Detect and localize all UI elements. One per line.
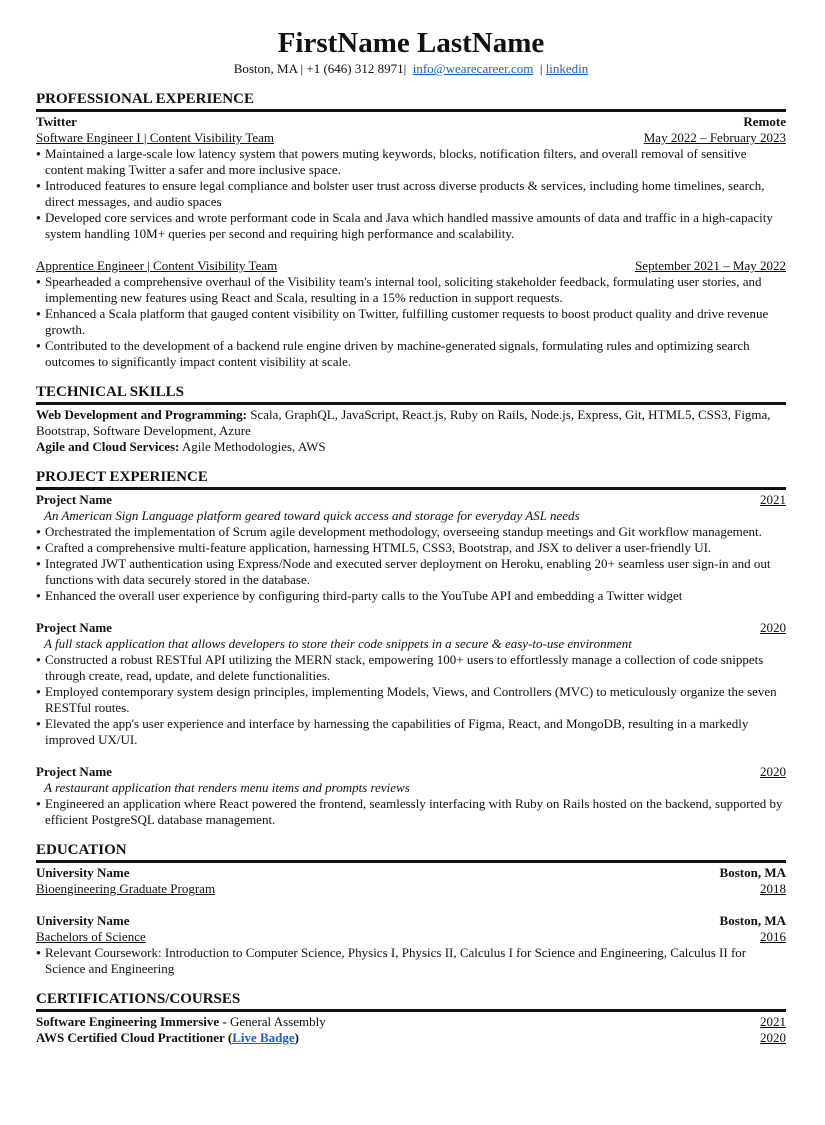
project-name-row: [36, 764, 786, 780]
bullet-item: ● Employed contemporary system design principles, implementing Models, Views, and Controllers (MVC) to meticulously organize the seven RESTful routes.: [36, 684, 786, 716]
certification-row: [36, 1030, 786, 1046]
project-description: A full stack application that allows developers to store their code snippets in a secure & easy-to-use environment: [44, 636, 632, 651]
experience-entry: [36, 114, 786, 242]
project-entry: [36, 620, 786, 748]
project-name-row: [36, 620, 786, 636]
certification-year: 2020: [760, 1030, 786, 1045]
certification-close: ): [294, 1030, 300, 1045]
degree-program: Bachelors of Science: [36, 929, 146, 944]
certification-info: [36, 1014, 326, 1030]
project-year: 2021: [760, 492, 786, 507]
live-badge-link[interactable]: Live Badge: [232, 1030, 295, 1045]
projects-section: [36, 469, 786, 828]
school-location: Boston, MA: [719, 913, 786, 928]
project-description: An American Sign Language platform geared toward quick access and storage for everyday ASL needs: [44, 508, 580, 523]
bullet-item: ● Enhanced a Scala platform that gauged content visibility on Twitter, fulfilling customer requests to boost product quality and drive revenue growth.: [36, 306, 786, 338]
certification-name: AWS Certified Cloud Practitioner (: [36, 1030, 233, 1045]
bullet-list: [36, 524, 786, 604]
certifications-section: [36, 991, 786, 1046]
school-name: University Name: [36, 913, 130, 928]
education-heading: EDUCATION: [36, 842, 786, 863]
skill-category: Web Development and Programming:: [36, 407, 247, 422]
degree-program: Bioengineering Graduate Program: [36, 881, 216, 896]
project-name-row: [36, 492, 786, 508]
skill-category: Agile and Cloud Services:: [36, 439, 180, 454]
contact-separator: |: [539, 61, 543, 76]
project-entry: [36, 492, 786, 604]
skill-values: Scala, GraphQL, JavaScript, React.js, Ruby on Rails, Node.js, Express, Git, HTML5, CSS3, Figma, Bootstrap, Software Development, Azure: [36, 407, 771, 438]
bullet-item: ● Orchestrated the implementation of Scrum agile development methodology, overseeing standup meetings and Git workflow management.: [36, 524, 786, 540]
certifications-heading: CERTIFICATIONS/COURSES: [36, 991, 786, 1012]
bullet-item: ● Developed core services and wrote performant code in Scala and Java which handled massive amounts of data and traffic in a high-capacity system handling 10M+ queries per second and requiring high performance and scalability.: [36, 210, 786, 242]
bullet-item: ● Introduced features to ensure legal compliance and bolster user trust across diverse products & services, including home timelines, search, direct messages, and audio spaces: [36, 178, 786, 210]
bullet-item: ● Relevant Coursework: Introduction to Computer Science, Physics I, Physics II, Calculus I for Science and Engineering, Calculus II for Science and Engineering: [36, 945, 786, 977]
school-name-row: [36, 913, 786, 929]
bullet-item: ● Crafted a comprehensive multi-feature application, harnessing HTML5, CSS3, Bootstrap, and JSX to deliver a user-friendly UI.: [36, 540, 786, 556]
project-entry: [36, 764, 786, 828]
school-name-row: [36, 865, 786, 881]
experience-section: [36, 91, 786, 370]
degree-program-row: [36, 929, 786, 945]
job-title: Apprentice Engineer | Content Visibility Team: [36, 258, 278, 273]
bullet-list: [36, 796, 786, 828]
resume-page: [36, 26, 786, 1046]
education-entry: [36, 913, 786, 977]
certification-issuer: General Assembly: [226, 1014, 326, 1029]
job-title-row: [36, 130, 786, 146]
bullet-item: ● Engineered an application where React powered the frontend, seamlessly interfacing with Ruby on Rails hosted on the backend, supported by efficient PostgreSQL database management.: [36, 796, 786, 828]
job-dates: May 2022 – February 2023: [643, 130, 786, 145]
linkedin-link[interactable]: linkedin: [545, 61, 589, 76]
experience-entry: [36, 258, 786, 370]
bullet-list: [36, 146, 786, 242]
project-description: A restaurant application that renders menu items and prompts reviews: [44, 780, 410, 795]
bullet-item: ● Elevated the app's user experience and interface by harnessing the capabilities of Figma, React, and MongoDB, resulting in a markedly improved UX/UI.: [36, 716, 786, 748]
certification-row: [36, 1014, 786, 1030]
candidate-name: FirstName LastName: [277, 27, 545, 59]
job-dates: September 2021 – May 2022: [635, 258, 786, 273]
skill-values: Agile Methodologies, AWS: [179, 439, 326, 454]
project-year: 2020: [760, 764, 786, 779]
certification-info: [36, 1030, 299, 1046]
school-location: Boston, MA: [719, 865, 786, 880]
education-section: [36, 842, 786, 977]
job-location: Remote: [743, 114, 786, 129]
experience-heading: PROFESSIONAL EXPERIENCE: [36, 91, 786, 112]
email-link[interactable]: info@wearecareer.com: [412, 61, 534, 76]
bullet-item: ● Spearheaded a comprehensive overhaul of the Visibility team's internal tool, soliciting stakeholder feedback, formulating user stories, and implementing new features using React and Scala, resulting in a 15% reduction in support requests.: [36, 274, 786, 306]
education-entry: [36, 865, 786, 897]
bullet-list: [36, 945, 786, 977]
projects-heading: PROJECT EXPERIENCE: [36, 469, 786, 490]
contact-line: [36, 61, 786, 77]
school-name: University Name: [36, 865, 130, 880]
skills-heading: TECHNICAL SKILLS: [36, 384, 786, 405]
company-name-row: [36, 114, 786, 130]
certification-name: Software Engineering Immersive -: [36, 1014, 227, 1029]
bullet-item: ● Integrated JWT authentication using Express/Node and executed server deployment on Heroku, enabling 20+ seamless user sign-in and out functions with data securely stored in the database.: [36, 556, 786, 588]
skills-section: [36, 384, 786, 455]
project-year: 2020: [760, 620, 786, 635]
project-name: Project Name: [36, 620, 112, 635]
bullet-item: ● Constructed a robust RESTful API utilizing the MERN stack, empowering 100+ users to effortlessly manage a collection of code snippets through create, read, update, and delete functionalities.: [36, 652, 786, 684]
skill-line: [36, 407, 786, 439]
contact-text: Boston, MA | +1 (646) 312 8971|: [233, 61, 407, 76]
company-name: Twitter: [36, 114, 77, 129]
job-title-row: [36, 258, 786, 274]
bullet-item: ● Maintained a large-scale low latency system that powers muting keywords, blocks, notification filters, and overall removal of sensitive content making Twitter a safer and more inclusive space.: [36, 146, 786, 178]
project-name: Project Name: [36, 764, 112, 779]
skill-line: [36, 439, 786, 455]
certification-year: 2021: [760, 1014, 786, 1029]
bullet-list: [36, 274, 786, 370]
job-title: Software Engineer I | Content Visibility Team: [36, 130, 274, 145]
graduation-year: 2016: [760, 929, 786, 944]
project-name: Project Name: [36, 492, 112, 507]
bullet-item: ● Enhanced the overall user experience by configuring third-party calls to the YouTube API and embedding a Twitter widget: [36, 588, 786, 604]
bullet-list: [36, 652, 786, 748]
graduation-year: 2018: [760, 881, 786, 896]
bullet-item: ● Contributed to the development of a backend rule engine driven by machine-generated signals, formulating rules and optimizing search outcomes to significantly impact content visibility at scale.: [36, 338, 786, 370]
degree-program-row: [36, 881, 786, 897]
